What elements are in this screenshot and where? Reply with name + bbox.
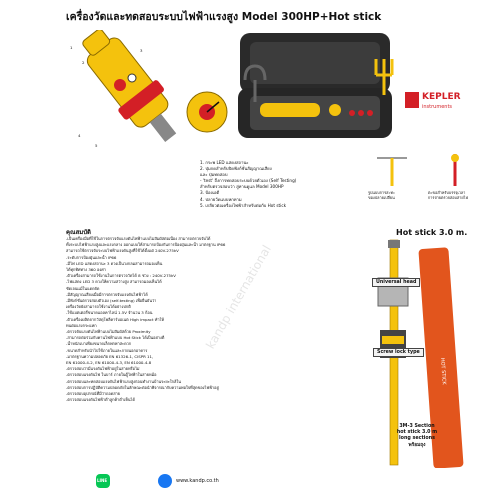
spec-line: -สามารถต่อร่วมกับคานไฟฟ้าแบบ Hot Stick ได้เป็นอย่างดี <box>66 335 165 341</box>
spec-line: ชัดเจนแม้ในแดดจัด <box>66 285 100 291</box>
detector-illustration <box>70 30 200 155</box>
range-dial-illustration <box>185 90 230 135</box>
spec-heading: คุณสมบัติ <box>66 229 91 236</box>
hook-probe-photo <box>372 150 412 188</box>
spec-line: -มาตรฐานความปลอดภัย EN 61326-1, CISPR 11, <box>66 353 154 359</box>
feature-item: และ ปุ่มทดสอบ <box>200 172 228 178</box>
line-label: LINE <box>97 478 108 483</box>
caption-probe: ตะขอสำหรับบรรจุเวลา การจ่ายตรวจสอบสายไฟ <box>428 190 469 200</box>
caption-hook: รูปแบบการสะทะ ของปลายเปลี่ยน <box>368 190 396 200</box>
section-caption-line: พร้อมถุง <box>408 442 426 448</box>
feature-item: 3. ป้องเอดี <box>200 190 220 196</box>
hot-stick-title: Hot stick 3.0 m. <box>396 228 468 237</box>
feature-item: 1. กระพ LED แสดงสถานะ <box>200 160 249 165</box>
numbered-feature-list <box>200 160 296 209</box>
spec-line: -ตัวเครื่องผลิตจากวัสดุโพลีคาร์บอเนต High impact ทำให้ <box>66 316 164 322</box>
spec-line: -เป็นเครื่องมือที่ใช้ในการตรวจจับแรงดันไฟฟ้าแบบไม่สัมผัสต่อเนื่อง สามารถตรวจจับได้ <box>66 236 211 241</box>
feature-item: 4. ปลายวัดแบบหกทาม <box>200 196 242 202</box>
spec-line: -ตรวจสอบว่ามีแรงดันไฟฟ้าอยู่ในสายหรือไม่ <box>66 366 140 372</box>
spec-line: ทนต่อแรงกระแทก <box>66 322 97 328</box>
brand-mark <box>405 92 419 108</box>
spec-line: ทั้งระบบไฟฟ้าแรงสูงและแรงกลาง ออกแบบให้สามารถป้องกันการป้องฝุ่นและน้ำ มาตรฐาน IP66 <box>66 242 226 248</box>
callout-1: 1 <box>70 45 73 50</box>
probe-tip-photo <box>435 150 475 188</box>
feature-item: สำหรับตรวจสอบว่า ลู่ทานดูแล Model 300HP <box>200 184 284 190</box>
spec-line: -ขนาดสำหรับนำไปใช้ภายในและภายนอกอาคาร <box>66 347 148 353</box>
page-title: เครื่องวัดและทดสอบระบบไฟฟ้าแรงสูง Model 300HP+Hot stick <box>66 11 382 23</box>
section-caption-line: long sections <box>399 436 435 442</box>
spec-line: -มีไฟ LED แสดงสถานะ 3 ดวงเป็นวงกลมสามารถมองเห็น <box>66 260 163 266</box>
spec-line: -ตรวจสอบแรงดันไฟฟ้าต่ำลูกค้าต่ำเห็นได้ <box>66 397 135 403</box>
callout-2: 2 <box>82 60 85 65</box>
section-caption-line: hot stick 3.0 m <box>396 430 438 436</box>
feature-item: 2. ปุ่มกดสำหรับปิดฟังก์ชั่นสัญญาณเสียง <box>200 166 272 172</box>
hook-tool-illustration <box>240 62 270 102</box>
spec-line: EN 61000-4-2, EN 61000-4-3, EN 61000-4-8 <box>66 360 152 366</box>
spec-line: -มีสัญญาณเสียงเมื่อมีการตรวจจับแรงดันไฟฟ้าได้ <box>66 291 148 297</box>
spec-line: -น้ำหนักเบาเพียงขนาดเล็กพกพาสะดวก <box>66 341 132 347</box>
spec-line: ได้ทุกทิศทาง 360 องศา <box>66 267 106 273</box>
callout-5: 5 <box>95 143 98 148</box>
bag-text: HOT STICK <box>439 357 447 385</box>
watermark: kandp international <box>203 242 274 352</box>
fork-tip-illustration <box>372 55 396 95</box>
spec-line: -ตรวจสอบและทดสอบแรงดันไฟฟ้าแรงสูงก่อนทำงานบ้านระยะใกล้ใน <box>66 378 181 384</box>
spec-line: เครื่องวัดยังสามารถใช้งานได้อย่างปกติ <box>66 304 131 310</box>
callout-3: 3 <box>140 48 143 53</box>
spec-line: -ใช้แบตเตอรี่ขนาดแอลคาไลน์ 1.5V จำนวน 3 ก้อน <box>66 310 153 316</box>
spec-line: -ตรวจสอบแรงดันไฟ ในบาร์ ภายในตู้ไฟฟ้าในสายหม้อ <box>66 372 157 378</box>
brand-subtitle: instruments <box>422 104 453 110</box>
universal-head-label: Universal head <box>372 278 420 287</box>
website-link[interactable]: www.kandp.co.th <box>176 478 219 484</box>
section-caption-line: 3M-3 Section <box>399 424 435 429</box>
callout-4: 4 <box>78 133 81 138</box>
web-icon <box>158 474 172 488</box>
spec-line: -ไฟแสดง LED 3 ดวงให้ความสว่างสูง สามารถมองเห็นได้ <box>66 279 162 285</box>
spec-line: -ตรวจสอบอุปกรณ์ที่มีว่าถอดสาย <box>66 391 121 397</box>
spec-line: -ตรวจจับแรงดันไฟฟ้าแบบไม่สัมผัสด้วย Proximity <box>66 329 151 335</box>
feature-item: - 'test' ถึงการทดสอบระบบด้วยตัวเอง (Self Testing) <box>200 178 297 184</box>
spec-line: -ตัวเครื่องสามารถใช้งานในการตรวจวัดได้ 8 ช่วง : 240V-275kV <box>66 273 176 279</box>
section-caption <box>386 424 448 449</box>
spec-line: สามารถใช้ตรวจจับระบบไฟฟ้าแรงดันสูงที่ใช้ได้ตั้งแต่ 240V-275kV <box>66 248 179 254</box>
spec-line: -มีฟังก์ชั่นตรวจสอบตัวเอง (self-testing) เพื่อยืนยันว่า <box>66 298 157 304</box>
spec-line: -ระดับการป้องฝุ่นและน้ำ IP66 <box>66 254 117 260</box>
spec-line: -ตรวจสอบการปฏิบัติความปลอดภัยในลักษณะต่อนำพิจารณากับความพอใจที่สุดของไฟฟ้าอยู่ <box>66 384 219 390</box>
screw-lock-label: Screw lock type <box>373 348 424 357</box>
brand-name: KEPLER <box>422 92 461 102</box>
feature-item: 5. เกลียวต่อเครื่องไฟฟ้าสำหรับต่อกับ Hot stick <box>200 202 287 208</box>
